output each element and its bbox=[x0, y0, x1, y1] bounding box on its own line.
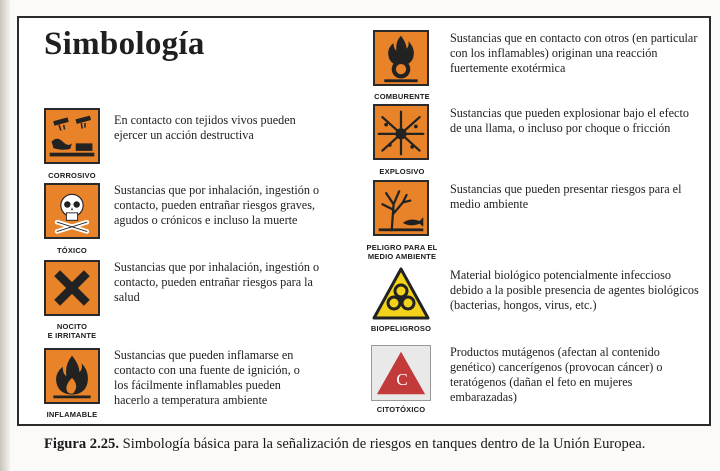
environment-label-line1: PELIGRO PARA EL bbox=[366, 243, 438, 252]
environment-hazard-icon bbox=[373, 180, 429, 236]
page-title: Simbología bbox=[44, 26, 205, 62]
corrosive-label: CORROSIVO bbox=[48, 171, 96, 180]
harmful-label bbox=[34, 322, 110, 340]
page-edge bbox=[0, 0, 10, 471]
harmful-description: Sustancias que por inhalación, ingestión o contacto, pueden entrañar riesgos para la salud bbox=[114, 260, 320, 304]
flammable-flame-icon bbox=[44, 348, 100, 404]
toxic-label: TÓXICO bbox=[57, 246, 87, 255]
flammable-label: INFLAMABLE bbox=[46, 410, 98, 419]
oxidizer-icon bbox=[373, 30, 429, 86]
figure-caption bbox=[44, 436, 645, 453]
corrosive-description: En contacto con tejidos vivos pueden ejercer un acción destructiva bbox=[114, 113, 296, 142]
harmful-label-line2: E IRRITANTE bbox=[47, 331, 97, 340]
cytotoxic-symbol: C bbox=[396, 370, 408, 389]
environment-description: Sustancias que pueden presentar riesgos para el medio ambiente bbox=[450, 182, 682, 211]
cytotoxic-label: CITOTÓXICO bbox=[376, 405, 426, 414]
corrosive-icon bbox=[44, 108, 100, 164]
biohazard-icon bbox=[371, 266, 431, 322]
harmful-label-line1: NOCITO bbox=[56, 322, 88, 331]
flammable-description: Sustancias que pueden inflamarse en contacto con una fuente de ignición, o los fácilmente inflamables pueden hacerlo a temperatura ambiente bbox=[114, 348, 300, 407]
toxic-skull-icon bbox=[44, 183, 100, 239]
oxidizer-label: COMBURENTE bbox=[374, 92, 430, 101]
biohazard-label: BIOPELIGROSO bbox=[370, 324, 432, 333]
harmful-cross-icon bbox=[44, 260, 100, 316]
toxic-description: Sustancias que por inhalación, ingestión o contacto, pueden entrañar riesgos graves, agudos o crónicos e incluso la muerte bbox=[114, 183, 320, 227]
explosive-icon bbox=[373, 104, 429, 160]
figure-caption-text: Simbología básica para la señalización de riesgos en tanques dentro de la Unión Europea. bbox=[122, 436, 646, 452]
figure-caption-label: Figura 2.25. bbox=[44, 436, 119, 452]
explosive-description: Sustancias que pueden explosionar bajo el efecto de una llama, o incluso por choque o fricción bbox=[450, 106, 689, 135]
cytotoxic-description: Productos mutágenos (afectan al contenido genético) cancerígenos (provocan cáncer) o teratógenos (dañan el feto en mujeres embarazadas) bbox=[450, 345, 663, 404]
oxidizer-description: Sustancias que en contacto con otros (en particular con los inflamables) originan una reacción fuertemente exotérmica bbox=[450, 31, 698, 75]
environment-label bbox=[358, 243, 446, 261]
explosive-label: EXPLOSIVO bbox=[379, 167, 425, 176]
environment-label-line2: MEDIO AMBIENTE bbox=[367, 252, 437, 261]
cytotoxic-icon bbox=[371, 345, 431, 401]
biohazard-description: Material biológico potencialmente infeccioso debido a la posible presencia de agentes biológicos (bacterias, hongos, virus, etc.) bbox=[450, 268, 699, 312]
